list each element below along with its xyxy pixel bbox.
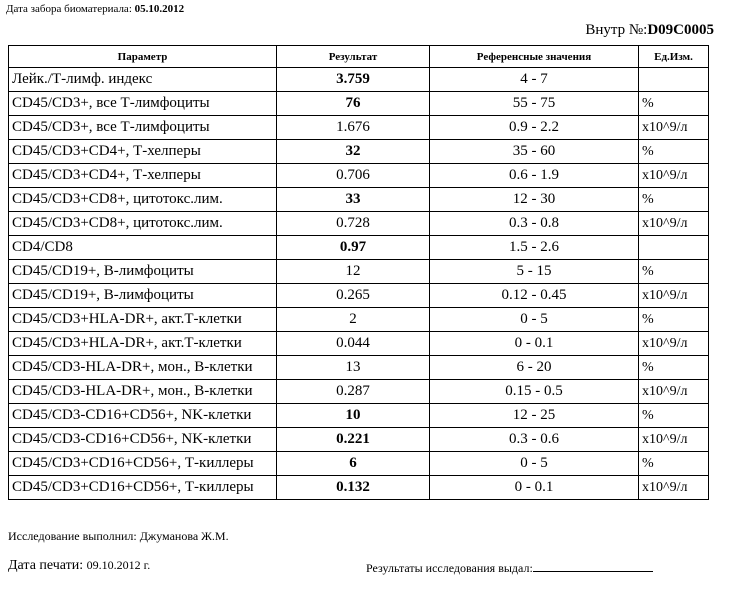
- collection-date-line: [6, 3, 184, 15]
- result-cell: 32: [277, 140, 430, 164]
- result-cell: 1.676: [277, 116, 430, 140]
- table-row: [9, 260, 709, 284]
- reference-cell: 0.6 - 1.9: [430, 164, 639, 188]
- unit-cell: x10^9/л: [639, 116, 709, 140]
- result-cell: 3.759: [277, 68, 430, 92]
- internal-number-label: Внутр №:: [585, 22, 648, 38]
- issued-by-label: Результаты исследования выдал:: [366, 561, 533, 575]
- parameter-cell: Лейк./Т-лимф. индекс: [9, 68, 277, 92]
- unit-cell: %: [639, 140, 709, 164]
- reference-cell: 12 - 30: [430, 188, 639, 212]
- result-cell: 33: [277, 188, 430, 212]
- parameter-cell: CD45/CD3-CD16+CD56+, NK-клетки: [9, 428, 277, 452]
- internal-number: [585, 22, 714, 39]
- parameter-cell: CD45/CD3+CD8+, цитотокс.лим.: [9, 188, 277, 212]
- unit-cell: [639, 68, 709, 92]
- unit-cell: [639, 236, 709, 260]
- parameter-cell: CD4/CD8: [9, 236, 277, 260]
- table-row: [9, 68, 709, 92]
- result-cell: 2: [277, 308, 430, 332]
- reference-cell: 5 - 15: [430, 260, 639, 284]
- internal-number-value: D09C0005: [647, 22, 714, 38]
- parameter-cell: CD45/CD3+, все Т-лимфоциты: [9, 92, 277, 116]
- unit-cell: x10^9/л: [639, 380, 709, 404]
- unit-cell: %: [639, 452, 709, 476]
- table-row: [9, 380, 709, 404]
- result-cell: 0.287: [277, 380, 430, 404]
- print-date-label: Дата печати:: [8, 558, 84, 573]
- result-cell: 0.221: [277, 428, 430, 452]
- reference-cell: 0 - 5: [430, 452, 639, 476]
- table-row: [9, 116, 709, 140]
- parameter-cell: CD45/CD3+HLA-DR+, акт.Т-клетки: [9, 308, 277, 332]
- parameter-cell: CD45/CD3-CD16+CD56+, NK-клетки: [9, 404, 277, 428]
- result-cell: 0.97: [277, 236, 430, 260]
- reference-cell: 0 - 5: [430, 308, 639, 332]
- result-cell: 0.728: [277, 212, 430, 236]
- result-cell: 76: [277, 92, 430, 116]
- unit-cell: x10^9/л: [639, 212, 709, 236]
- unit-cell: %: [639, 92, 709, 116]
- table-row: [9, 236, 709, 260]
- table-row: [9, 188, 709, 212]
- parameter-cell: CD45/CD3+CD16+CD56+, Т-киллеры: [9, 476, 277, 500]
- column-header-result: Результат: [277, 46, 430, 68]
- performer-name: Джуманова Ж.М.: [139, 529, 229, 543]
- parameter-cell: CD45/CD3+HLA-DR+, акт.Т-клетки: [9, 332, 277, 356]
- reference-cell: 0.9 - 2.2: [430, 116, 639, 140]
- result-cell: 0.706: [277, 164, 430, 188]
- table-row: [9, 332, 709, 356]
- table-row: [9, 212, 709, 236]
- reference-cell: 4 - 7: [430, 68, 639, 92]
- signature-line: [533, 560, 653, 572]
- table-header-row: [9, 46, 709, 68]
- parameter-cell: CD45/CD3-HLA-DR+, мон., В-клетки: [9, 380, 277, 404]
- table-row: [9, 92, 709, 116]
- reference-cell: 0.12 - 0.45: [430, 284, 639, 308]
- collection-date-label: Дата забора биоматериала:: [6, 3, 132, 15]
- parameter-cell: CD45/CD3-HLA-DR+, мон., В-клетки: [9, 356, 277, 380]
- reference-cell: 55 - 75: [430, 92, 639, 116]
- table-row: [9, 356, 709, 380]
- table-row: [9, 164, 709, 188]
- print-date-value: 09.10.2012 г.: [86, 558, 151, 572]
- column-header-unit: Ед.Изм.: [639, 46, 709, 68]
- column-header-reference: Референсные значения: [430, 46, 639, 68]
- parameter-cell: CD45/CD3+, все Т-лимфоциты: [9, 116, 277, 140]
- result-cell: 12: [277, 260, 430, 284]
- table-row: [9, 452, 709, 476]
- unit-cell: x10^9/л: [639, 476, 709, 500]
- result-cell: 10: [277, 404, 430, 428]
- table-row: [9, 284, 709, 308]
- reference-cell: 1.5 - 2.6: [430, 236, 639, 260]
- table-row: [9, 308, 709, 332]
- unit-cell: x10^9/л: [639, 284, 709, 308]
- table-row: [9, 476, 709, 500]
- reference-cell: 0 - 0.1: [430, 476, 639, 500]
- print-date-line: [8, 558, 150, 574]
- unit-cell: %: [639, 356, 709, 380]
- result-cell: 6: [277, 452, 430, 476]
- unit-cell: x10^9/л: [639, 332, 709, 356]
- parameter-cell: CD45/CD19+, В-лимфоциты: [9, 284, 277, 308]
- issued-by-line: [366, 560, 653, 576]
- parameter-cell: CD45/CD3+CD8+, цитотокс.лим.: [9, 212, 277, 236]
- table-row: [9, 428, 709, 452]
- reference-cell: 0.15 - 0.5: [430, 380, 639, 404]
- table-row: [9, 140, 709, 164]
- reference-cell: 0.3 - 0.6: [430, 428, 639, 452]
- reference-cell: 35 - 60: [430, 140, 639, 164]
- reference-cell: 6 - 20: [430, 356, 639, 380]
- result-cell: 0.132: [277, 476, 430, 500]
- result-cell: 0.265: [277, 284, 430, 308]
- reference-cell: 12 - 25: [430, 404, 639, 428]
- unit-cell: x10^9/л: [639, 428, 709, 452]
- unit-cell: %: [639, 188, 709, 212]
- collection-date-value: 05.10.2012: [134, 3, 185, 15]
- performer-label: Исследование выполнил:: [8, 529, 137, 543]
- result-cell: 13: [277, 356, 430, 380]
- reference-cell: 0.3 - 0.8: [430, 212, 639, 236]
- unit-cell: %: [639, 404, 709, 428]
- performer-line: [8, 529, 229, 544]
- parameter-cell: CD45/CD19+, В-лимфоциты: [9, 260, 277, 284]
- parameter-cell: CD45/CD3+CD16+CD56+, Т-киллеры: [9, 452, 277, 476]
- parameter-cell: CD45/CD3+CD4+, Т-хелперы: [9, 140, 277, 164]
- result-cell: 0.044: [277, 332, 430, 356]
- unit-cell: %: [639, 308, 709, 332]
- results-table: [8, 45, 709, 500]
- column-header-parameter: Параметр: [9, 46, 277, 68]
- parameter-cell: CD45/CD3+CD4+, Т-хелперы: [9, 164, 277, 188]
- table-row: [9, 404, 709, 428]
- unit-cell: %: [639, 260, 709, 284]
- reference-cell: 0 - 0.1: [430, 332, 639, 356]
- unit-cell: x10^9/л: [639, 164, 709, 188]
